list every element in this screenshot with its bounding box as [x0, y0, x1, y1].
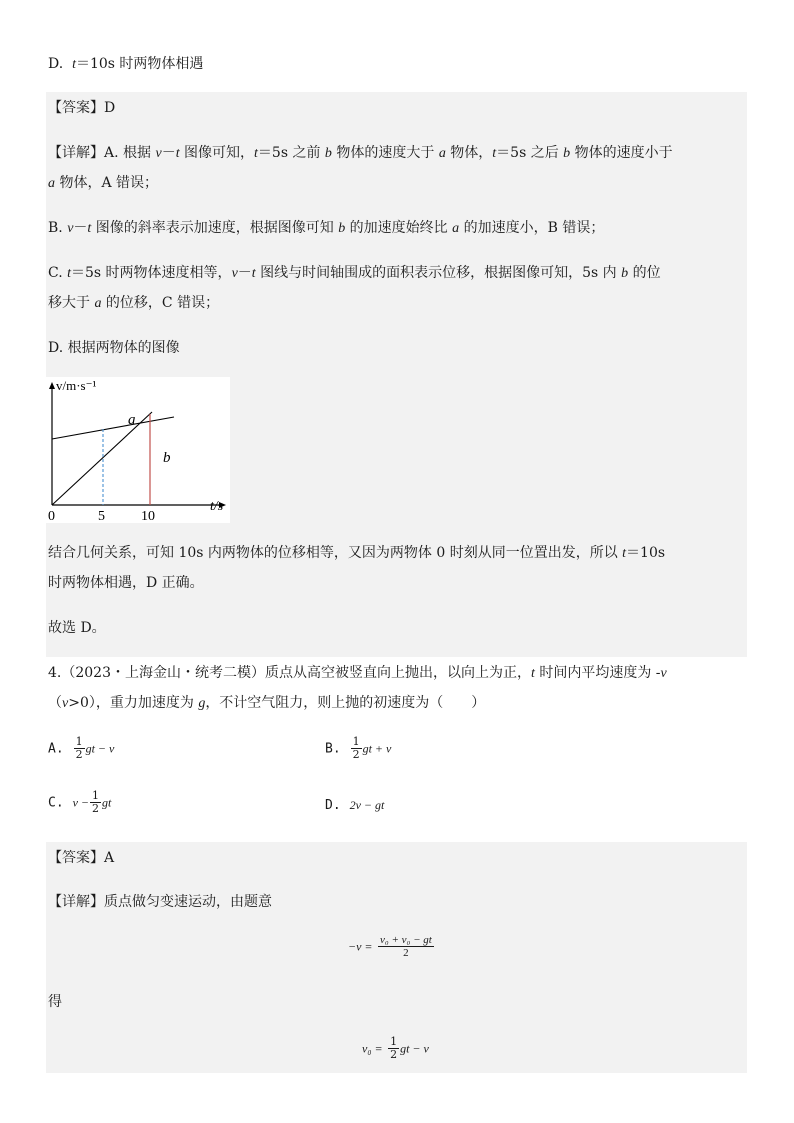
- vt-graph: [46, 377, 230, 523]
- q4-option-a[interactable]: A. $\frac{1}{2}$ gt − v: [48, 735, 115, 761]
- q3-detail-d: D. 根据两物体的图像: [48, 340, 180, 356]
- q3-detail-a-line1: 【详解】A. 根据 v－t 图像可知，t＝5s 之前 b 物体的速度大于 a 物体，t＝5s 之后 b 物体的速度小于: [48, 145, 673, 161]
- q4-option-c[interactable]: C. v − $\frac{1}{2}$ gt: [48, 789, 112, 815]
- q4-equation-2: v₀ = $\frac{1}{2}$ gt − v: [362, 1035, 429, 1061]
- q4-answer: 【答案】A: [48, 850, 115, 866]
- q4-stem-line2: （v>0），重力加速度为 g，不计空气阻力，则上抛的初速度为（ ）: [48, 695, 486, 711]
- q4-detail: 【详解】质点做匀变速运动，由题意: [48, 894, 272, 910]
- line-a-label: a: [128, 412, 136, 428]
- q3-detail-c-line1: C. t＝5s 时两物体速度相等，v－t 图线与时间轴围成的面积表示位移，根据图像可知，5s 内 b 的位: [48, 265, 661, 281]
- q3-final: 故选 D。: [48, 620, 106, 636]
- q4-stem-line1: 4.（2023・上海金山・统考二模）质点从高空被竖直向上抛出，以向上为正，t 时间内平均速度为 -v: [48, 665, 667, 681]
- tick-label-0: 0: [48, 509, 55, 523]
- x-axis-label: t/s: [210, 499, 224, 514]
- q3-answer: 【答案】D: [48, 100, 116, 116]
- tick-label-10: 10: [141, 509, 155, 523]
- q3-option-d: D. t＝10s 时两物体相遇: [48, 56, 204, 72]
- graph-background: [46, 377, 230, 523]
- q3-conclusion-line1: 结合几何关系，可知 10s 内两物体的位移相等，又因为两物体 0 时刻从同一位置出发，所以 t＝10s: [48, 545, 666, 561]
- q4-equation-1: −v = $\frac{\text{v₀ + v₀ − gt}}{2}$: [348, 934, 432, 959]
- q3-detail-a-line2: a 物体，A 错误；: [48, 175, 159, 191]
- line-b-label: b: [163, 450, 171, 466]
- q3-detail-c-line2: 移大于 a 的位移，C 错误；: [48, 295, 220, 311]
- q4-de: 得: [48, 994, 62, 1010]
- y-axis-label: v/m·s⁻¹: [56, 378, 97, 393]
- q3-detail-b: B. v－t 图像的斜率表示加速度，根据图像可知 b 的加速度始终比 a 的加速度小，B 错误；: [48, 220, 605, 236]
- q3-conclusion-line2: 时两物体相遇，D 正确。: [48, 575, 204, 591]
- q4-option-b[interactable]: B. $\frac{1}{2}$ gt + v: [325, 735, 392, 761]
- q4-option-d[interactable]: D. 2v − gt: [325, 798, 385, 813]
- tick-label-5: 5: [98, 509, 105, 523]
